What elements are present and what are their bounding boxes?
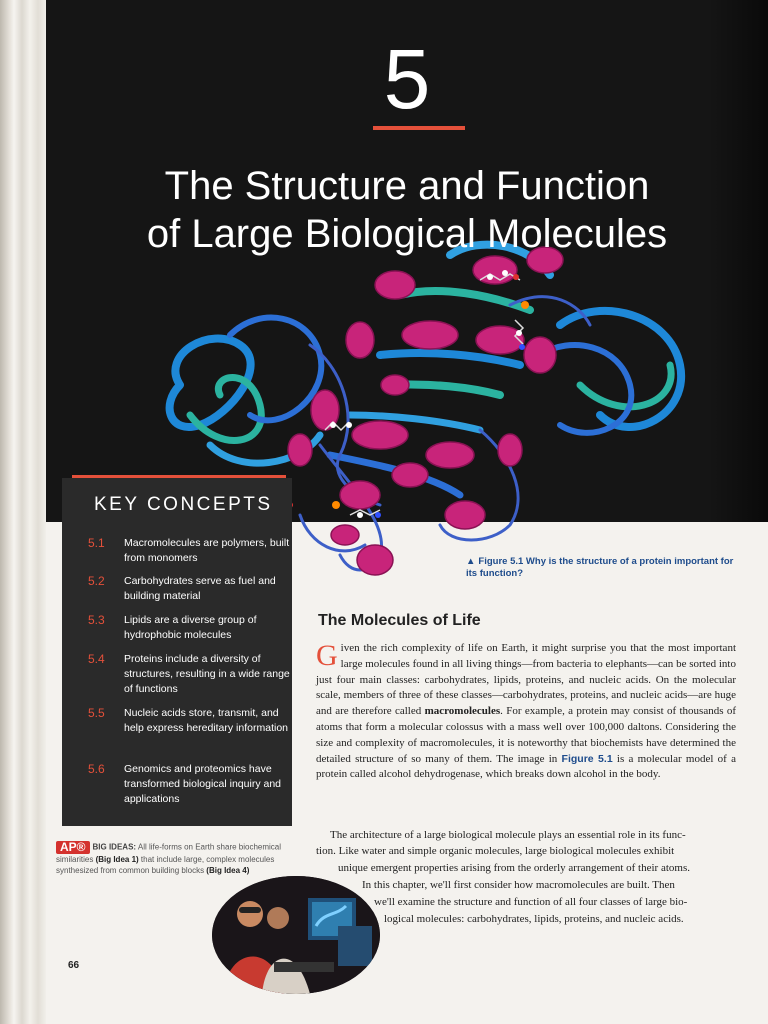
key-concept-number: 5.4	[88, 652, 105, 666]
term-macromolecules: macromolecules	[424, 705, 501, 718]
ap-big-ideas-note	[56, 841, 290, 876]
chapter-number: 5	[383, 32, 431, 126]
key-concept-number: 5.3	[88, 613, 105, 627]
drop-cap: G	[316, 639, 338, 672]
body-paragraph-1	[316, 641, 736, 783]
ap-big-idea-1: (Big Idea 1)	[95, 855, 139, 864]
ap-big-ideas-label: BIG IDEAS:	[92, 842, 137, 852]
ap-big-idea-4: (Big Idea 4)	[206, 866, 250, 875]
key-concepts-panel	[62, 478, 292, 826]
paragraph-1-text-b: . For example, a protein may consist of thousands of atoms that form a molecular colossus with a mass well over 100,000 daltons. Considering the size and complexity of macromolecules, it is noteworthy that biochemists have determined the detailed structure of so many of them. The image in	[316, 705, 736, 765]
paragraph-2-line-4: In this chapter, we'll first consider how macromolecules are built. Then	[362, 879, 675, 891]
section-title: The Molecules of Life	[318, 612, 481, 629]
paragraph-2-line-2: tion. Like water and simple organic molecules, large biological molecules exhibit	[316, 845, 675, 857]
triangle-marker-icon: ▲	[466, 556, 476, 567]
key-concept-text: Carbohydrates serve as fuel and building material	[124, 575, 276, 602]
key-concept-text: Lipids are a diverse group of hydrophobic molecules	[124, 614, 257, 641]
key-concept-text: Macromolecules are polymers, built from monomers	[124, 537, 290, 564]
chapter-number-rule	[373, 126, 465, 130]
paragraph-1-text-a: iven the rich complexity of life on Earth, it might surprise you that the most important large molecules found in all living things—from bacteria to elephants—can be sorted into just four main classes: carbohydrates, lipids, proteins, and nucleic acids. On the molecular scale, members of three of these classes—carbohydrates, proteins, and nucleic acids—are huge and are therefore called	[316, 642, 736, 718]
ap-text-1: All life-forms on Earth share biochemical similarities	[56, 842, 282, 864]
key-concept-text: Nucleic acids store, transmit, and help express hereditary information	[124, 707, 289, 734]
figure-label: Figure 5.1	[478, 556, 524, 567]
paragraph-2-line-3: unique emergent properties arising from the orderly arrangement of their atoms.	[338, 862, 690, 874]
hero-shadow	[708, 0, 768, 522]
paragraph-1-text-c: is a molecular model of a protein called alcohol dehydrogenase, which breaks down alcohol in the body.	[316, 752, 736, 781]
chapter-title-line-2: of Large Biological Molecules	[146, 212, 668, 256]
researchers-photo	[212, 876, 380, 994]
page-stack-edge	[0, 0, 46, 1024]
key-concepts-heading: KEY CONCEPTS	[94, 494, 273, 515]
key-concept-number: 5.1	[88, 536, 105, 550]
paragraph-2-line-6: logical molecules: carbohydrates, lipids, proteins, and nucleic acids.	[384, 913, 684, 925]
key-concept-number: 5.5	[88, 706, 105, 720]
paragraph-2-line-1: The architecture of a large biological molecule plays an essential role in its func-	[330, 829, 686, 841]
key-concept-text: Proteins include a diversity of structures, resulting in a wide range of functions	[124, 653, 290, 695]
figure-caption-text: Why is the structure of a protein important for its function?	[466, 556, 734, 579]
researchers-photo-illustration	[212, 876, 380, 994]
paragraph-2-line-5: we'll examine the structure and function of all four classes of large bio-	[374, 896, 688, 908]
chapter-title-line-1: The Structure and Function	[164, 164, 650, 208]
figure-reference-link[interactable]: Figure 5.1	[561, 752, 613, 765]
key-concept-number: 5.2	[88, 574, 105, 588]
key-concept-text: Genomics and proteomics have transformed biological inquiry and applications	[124, 763, 282, 805]
page-number: 66	[68, 960, 80, 971]
chapter-title	[46, 162, 768, 258]
ap-text-2: that include large, complex molecules synthesized from common building blocks	[56, 855, 275, 875]
ap-badge: AP®	[56, 841, 90, 854]
key-concept-number: 5.6	[88, 762, 105, 776]
